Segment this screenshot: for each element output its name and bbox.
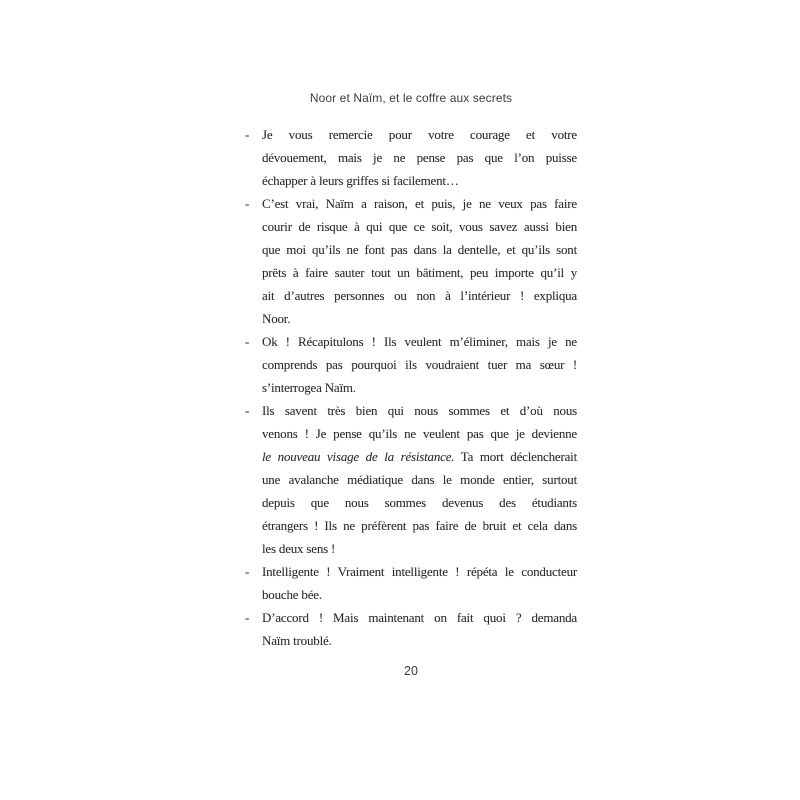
dialogue-line (262, 169, 577, 192)
dash-bullet: - (245, 334, 250, 349)
text-segment: Naïm troublé. (262, 633, 332, 648)
text-segment: Noor. (262, 311, 291, 326)
dialogue-line (262, 514, 577, 537)
text-segment: depuis que nous sommes devenus des étudiants (262, 495, 577, 510)
dash-bullet: - (245, 403, 250, 418)
text-segment: dévouement, mais je ne pense pas que l’on puisse (262, 150, 577, 165)
text-segment: une avalanche médiatique dans le monde entier, surtout (262, 472, 577, 487)
dialogue-line (262, 606, 577, 629)
dialogue-line (262, 353, 577, 376)
dialogue-paragraph (245, 606, 577, 652)
dialogue-line (262, 123, 577, 146)
text-segment: que moi qu’ils ne font pas dans la dentelle, et qu’ils sont (262, 242, 577, 257)
dash-bullet: - (245, 196, 250, 211)
dialogue-line (262, 422, 577, 445)
dash-bullet: - (245, 610, 250, 625)
dialogue-line (262, 146, 577, 169)
dialogue-paragraph (245, 330, 577, 399)
dialogue-line (262, 537, 577, 560)
text-segment: Ok ! Récapitulons ! Ils veulent m’éliminer, mais je ne (262, 334, 577, 349)
text-segment: Je vous remercie pour votre courage et votre (262, 127, 577, 142)
dash-bullet: - (245, 564, 250, 579)
dialogue-line (262, 491, 577, 514)
dialogue-line (262, 629, 577, 652)
dialogue-line (262, 468, 577, 491)
text-segment: Ils savent très bien qui nous sommes et d’où nous (262, 403, 577, 418)
dialogue-line (262, 445, 577, 468)
dialogue-line (262, 192, 577, 215)
dialogue-text-block (245, 123, 577, 652)
text-segment: les deux sens ! (262, 541, 336, 556)
dialogue-line (262, 215, 577, 238)
dialogue-paragraph (245, 560, 577, 606)
dialogue-line (262, 583, 577, 606)
dialogue-line (262, 399, 577, 422)
text-segment: s’interrogea Naïm. (262, 380, 356, 395)
text-segment: ait d’autres personnes ou non à l’intérieur ! expliqua (262, 288, 577, 303)
dialogue-line (262, 238, 577, 261)
italic-phrase: le nouveau visage de la résistance. (262, 449, 455, 464)
text-segment: comprends pas pourquoi ils voudraient tuer ma sœur ! (262, 357, 577, 372)
dialogue-line (262, 376, 577, 399)
dialogue-line (262, 284, 577, 307)
text-segment: courir de risque à qui que ce soit, vous savez aussi bien (262, 219, 577, 234)
text-segment: étrangers ! Ils ne préfèrent pas faire de bruit et cela dans (262, 518, 577, 533)
text-segment: échapper à leurs griffes si facilement… (262, 173, 459, 188)
text-segment: bouche bée. (262, 587, 322, 602)
text-segment: C’est vrai, Naïm a raison, et puis, je ne veux pas faire (262, 196, 577, 211)
text-segment: venons ! Je pense qu’ils ne veulent pas que je devienne (262, 426, 577, 441)
page-number: 20 (404, 664, 418, 678)
dialogue-line (262, 560, 577, 583)
running-header: Noor et Naïm, et le coffre aux secrets (309, 91, 513, 105)
text-segment: Intelligente ! Vraiment intelligente ! répéta le conducteur (262, 564, 577, 579)
text-segment: D’accord ! Mais maintenant on fait quoi ? demanda (262, 610, 577, 625)
dialogue-paragraph (245, 123, 577, 192)
text-segment: Ta mort déclencherait (454, 449, 577, 464)
text-segment: prêts à faire sauter tout un bâtiment, peu importe qu’il y (262, 265, 577, 280)
dialogue-line (262, 261, 577, 284)
dash-bullet: - (245, 127, 250, 142)
dialogue-line (262, 307, 577, 330)
dialogue-paragraph (245, 192, 577, 330)
dialogue-paragraph (245, 399, 577, 560)
dialogue-line (262, 330, 577, 353)
